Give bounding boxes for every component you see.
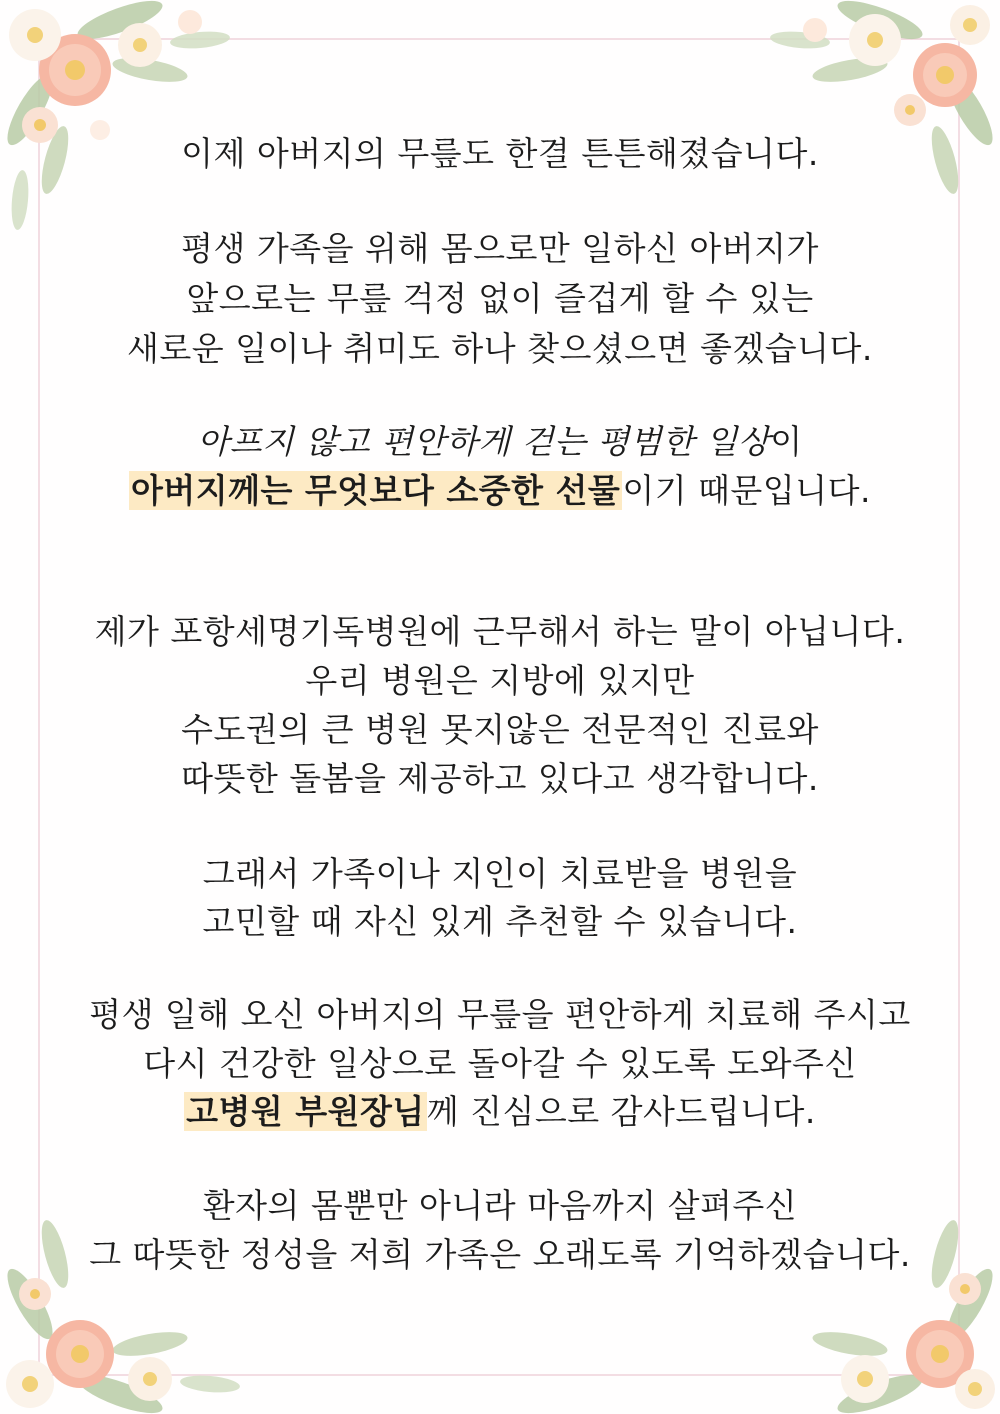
paragraph-5-line-1: 그래서 가족이나 지인이 치료받을 병원을 xyxy=(202,854,798,893)
paragraph-4-line-1: 제가 포항세명기독병원에 근무해서 하는 말이 아닙니다. xyxy=(94,612,906,651)
paragraph-1-line-1: 이제 아버지의 무릎도 한결 튼튼해졌습니다. xyxy=(181,134,819,173)
paragraph-6-line-3 xyxy=(60,1090,940,1134)
paragraph-5-line-2: 고민할 때 자신 있게 추천할 수 있습니다. xyxy=(202,902,798,941)
paragraph-4-line-3: 수도권의 큰 병원 못지않은 전문적인 진료와 xyxy=(181,710,819,749)
line-rest: 이기 때문입니다. xyxy=(622,471,871,510)
flower-white-1 xyxy=(9,9,61,61)
paragraph-6-line-1: 평생 일해 오신 아버지의 무릎을 편안하게 치료해 주시고 xyxy=(89,995,911,1034)
line-rest: 께 진심으로 감사드립니다. xyxy=(426,1092,816,1131)
letter-body xyxy=(60,0,940,1414)
paragraph-7-line-1: 환자의 몸뿐만 아니라 마음까지 살펴주신 xyxy=(202,1186,798,1225)
paragraph-3-line-1 xyxy=(60,420,940,464)
paragraph-4-line-2: 우리 병원은 지방에 있지만 xyxy=(305,661,695,700)
paragraph-3-line-2 xyxy=(60,469,940,513)
highlight-doctor-name: 고병원 부원장님 xyxy=(186,1092,425,1131)
highlight-gift-phrase: 아버지께는 무엇보다 소중한 선물 xyxy=(131,471,621,510)
italic-phrase: 아프지 않고 편안하게 걷는 평범한 일상 xyxy=(197,422,771,461)
line-rest: 이 xyxy=(770,422,803,461)
paragraph-6-line-2: 다시 건강한 일상으로 돌아갈 수 있도록 도와주신 xyxy=(143,1044,857,1083)
paragraph-2-line-3: 새로운 일이나 취미도 하나 찾으셨으면 좋겠습니다. xyxy=(127,329,873,368)
paragraph-2-line-2: 앞으로는 무릎 걱정 없이 즐겁게 할 수 있는 xyxy=(186,279,814,318)
paragraph-7-line-2: 그 따뜻한 정성을 저희 가족은 오래도록 기억하겠습니다. xyxy=(89,1235,911,1274)
paragraph-4-line-4: 따뜻한 돌봄을 제공하고 있다고 생각합니다. xyxy=(181,759,819,798)
paragraph-2-line-1: 평생 가족을 위해 몸으로만 일하신 아버지가 xyxy=(181,229,819,268)
